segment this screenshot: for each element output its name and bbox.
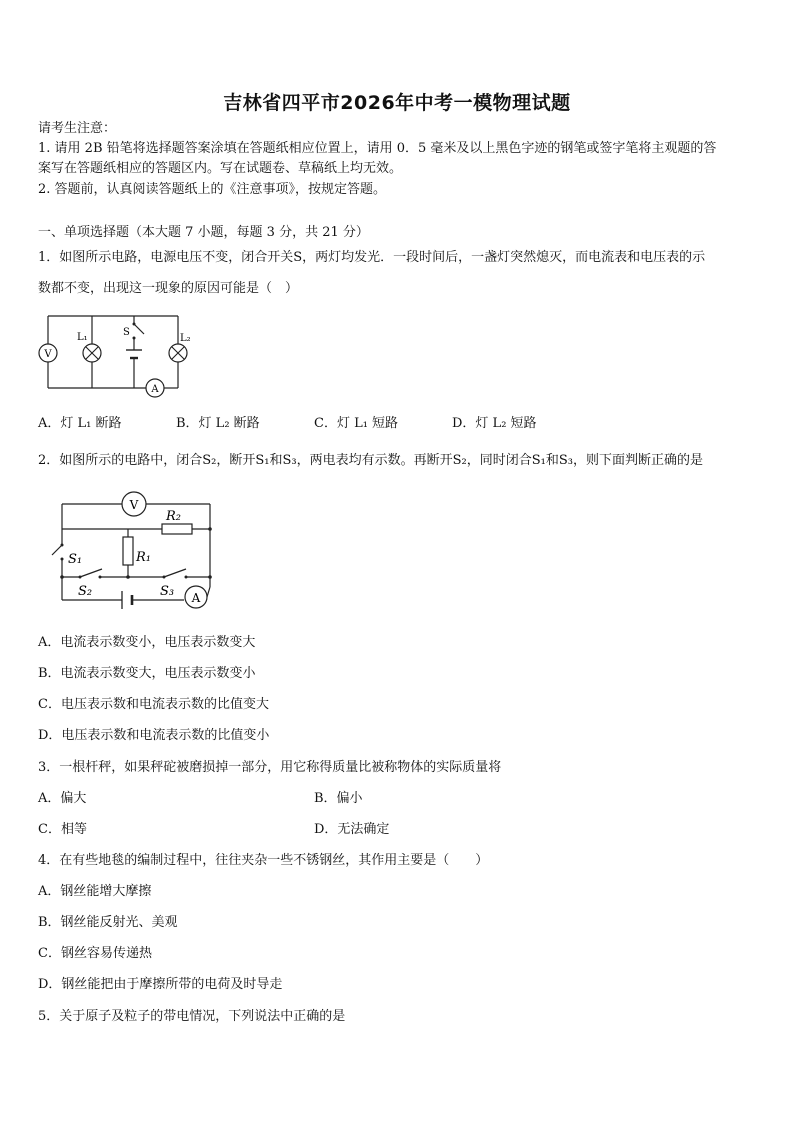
notice-line-1b: 案写在答题纸相应的答题区内。写在试题卷、草稿纸上均无效。	[38, 161, 403, 176]
q2-resistor-r2	[162, 524, 192, 534]
q1-circuit-diagram	[30, 310, 210, 400]
q2-option-a: A．电流表示数变小，电压表示数变大	[38, 635, 256, 650]
notice-line-2: 2. 答题前，认真阅读答题纸上的《注意事项》，按规定答题。	[38, 182, 387, 197]
q1-option-d: D．灯 L₂ 短路	[452, 416, 537, 431]
svg-text:A: A	[151, 384, 159, 395]
q2-label-r2: R₂	[166, 509, 181, 524]
q4-option-c: C．钢丝容易传递热	[38, 946, 152, 961]
svg-text:V: V	[44, 349, 52, 360]
q2-label-s2: S₂	[78, 584, 93, 599]
svg-text:A: A	[191, 591, 201, 605]
q1-label-switch: S	[123, 327, 130, 338]
q4-option-a: A．钢丝能增大摩擦	[38, 884, 152, 899]
svg-text:V: V	[129, 498, 139, 512]
q1-lamp-l1	[83, 344, 101, 362]
q2-option-b: B．电流表示数变大，电压表示数变小	[38, 666, 256, 681]
q1-lamp-l2	[169, 344, 187, 362]
q2-ammeter	[185, 586, 207, 608]
q3-option-c: C．相等	[38, 822, 87, 837]
q2-label-r1: R₁	[136, 550, 151, 565]
q3-option-d: D．无法确定	[314, 822, 390, 837]
q1-stem-a: 1．如图所示电路，电源电压不变，闭合开关S，两灯均发光．一段时间后，一盏灯突然熄灭，而电流表和电压表的示	[38, 250, 706, 265]
q1-option-a: A．灯 L₁ 断路	[38, 416, 122, 431]
q2-stem: 2．如图所示的电路中，闭合S₂，断开S₁和S₃，两电表均有示数。再断开S₂，同时闭合S₁和S₃，则下面判断正确的是	[38, 453, 703, 468]
q2-resistor-r1	[123, 537, 133, 565]
q1-ammeter	[146, 379, 164, 397]
notice-heading: 请考生注意：	[38, 121, 117, 136]
q3-option-b: B．偏小	[314, 791, 363, 806]
q1-label-l1: L₁	[77, 332, 88, 343]
q2-label-s3: S₃	[160, 584, 175, 599]
q4-option-b: B．钢丝能反射光、美观	[38, 915, 178, 930]
q1-option-c: C．灯 L₁ 短路	[314, 416, 399, 431]
q2-option-c: C．电压表示数和电流表示数的比值变大	[38, 697, 269, 712]
notice-line-1a: 1. 请用 2B 铅笔将选择题答案涂填在答题纸相应位置上，请用 0．5 毫米及以上黑色字迹的钢笔或签字笔将主观题的答	[38, 141, 717, 156]
section-heading: 一、单项选择题（本大题 7 小题，每题 3 分，共 21 分）	[38, 225, 369, 240]
q2-option-d: D．电压表示数和电流表示数的比值变小	[38, 728, 270, 743]
q3-option-a: A．偏大	[38, 791, 87, 806]
q2-circuit-diagram	[40, 487, 230, 612]
q5-stem: 5．关于原子及粒子的带电情况，下列说法中正确的是	[38, 1009, 346, 1024]
q4-stem: 4．在有些地毯的编制过程中，往往夹杂一些不锈钢丝，其作用主要是（ ）	[38, 853, 489, 868]
q2-label-s1: S₁	[68, 552, 83, 567]
q3-stem: 3．一根杆秤，如果秤砣被磨损掉一部分，用它称得质量比被称物体的实际质量将	[38, 760, 502, 775]
q2-voltmeter	[122, 492, 146, 516]
q4-option-d: D．钢丝能把由于摩擦所带的电荷及时导走	[38, 977, 283, 992]
page-title: 吉林省四平市2026年中考一模物理试题	[223, 92, 571, 114]
q1-voltmeter	[39, 344, 57, 362]
q1-label-l2: L₂	[180, 333, 191, 344]
q1-option-b: B．灯 L₂ 断路	[176, 416, 260, 431]
q1-stem-b: 数都不变，出现这一现象的原因可能是（ ）	[38, 281, 299, 296]
